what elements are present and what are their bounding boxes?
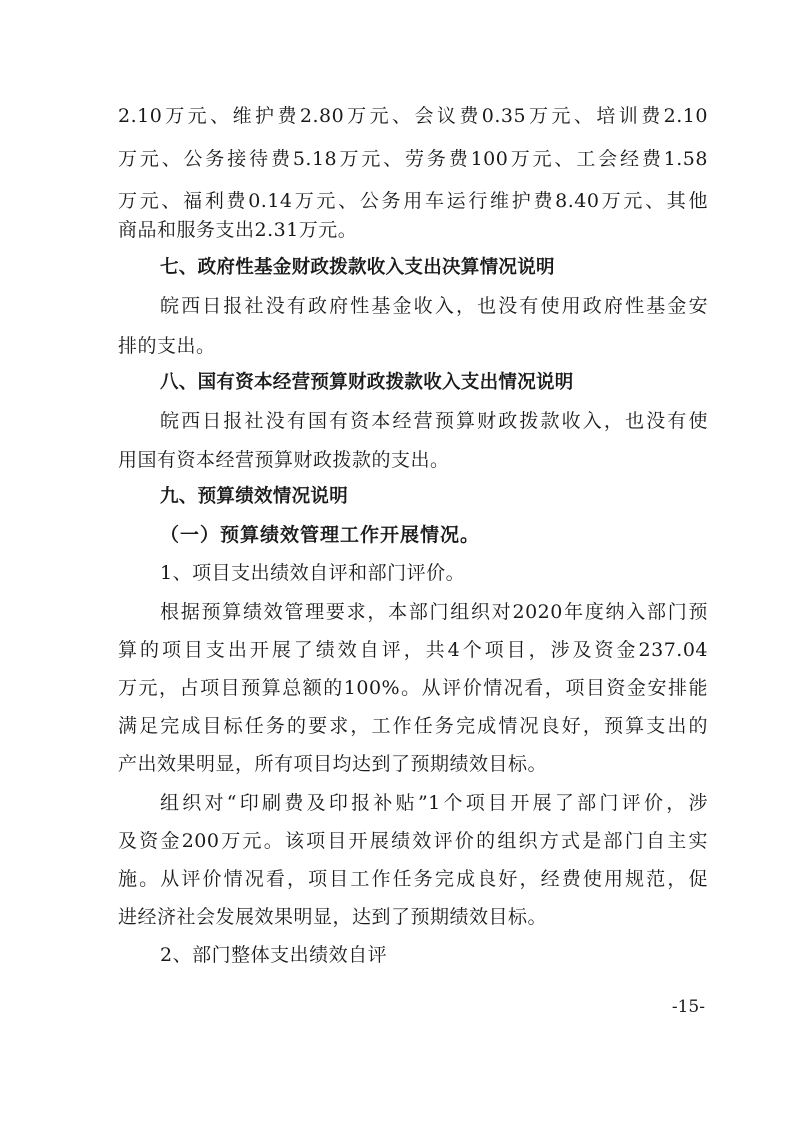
- text-line: 用国有资本经营预算财政拨款的支出。: [118, 449, 450, 471]
- section-heading-7: 七、政府性基金财政拨款收入支出决算情况说明: [160, 257, 555, 278]
- text-line: 皖西日报社没有政府性基金收入，也没有使用政府性基金安: [160, 295, 708, 317]
- text-line: 万元、福利费0.14万元、公务用车运行维护费8.40万元、其他: [118, 190, 708, 212]
- text-line: 万元、公务接待费5.18万元、劳务费100万元、工会经费1.58: [118, 148, 708, 170]
- text-line: 进经济社会发展效果明显，达到了预期绩效目标。: [118, 906, 548, 928]
- item-title: 2、部门整体支出绩效自评: [160, 944, 388, 966]
- text-line: 算的项目支出开展了绩效自评，共4个项目，涉及资金237.04: [118, 639, 708, 661]
- text-line: 根据预算绩效管理要求，本部门组织对2020年度纳入部门预: [160, 601, 708, 623]
- section-heading-8: 八、国有资本经营预算财政拨款收入支出情况说明: [160, 372, 574, 393]
- text-line: 组织对“印刷费及印报补贴”1个项目开展了部门评价，涉: [160, 792, 708, 814]
- text-line: 商品和服务支出2.31万元。: [118, 219, 358, 241]
- text-line: 满足完成目标任务的要求，工作任务完成情况良好，预算支出的: [118, 715, 708, 737]
- text-line: 施。从评价情况看，项目工作任务完成良好，经费使用规范，促: [118, 868, 708, 890]
- text-line: 皖西日报社没有国有资本经营预算财政拨款收入，也没有使: [160, 410, 708, 432]
- text-line: 排的支出。: [118, 335, 216, 357]
- item-title: 1、项目支出绩效自评和部门评价。: [160, 562, 466, 584]
- text-line: 产出效果明显，所有项目均达到了预期绩效目标。: [118, 753, 548, 775]
- sub-heading: （一）预算绩效管理工作开展情况。: [160, 524, 481, 546]
- text-line: 及资金200万元。该项目开展绩效评价的组织方式是部门自主实: [118, 830, 708, 852]
- page-number: -15-: [671, 997, 705, 1017]
- text-line: 2.10万元、维护费2.80万元、会议费0.35万元、培训费2.10: [118, 105, 708, 127]
- text-line: 万元，占项目预算总额的100%。从评价情况看，项目资金安排能: [118, 677, 708, 699]
- section-heading-9: 九、预算绩效情况说明: [160, 486, 349, 507]
